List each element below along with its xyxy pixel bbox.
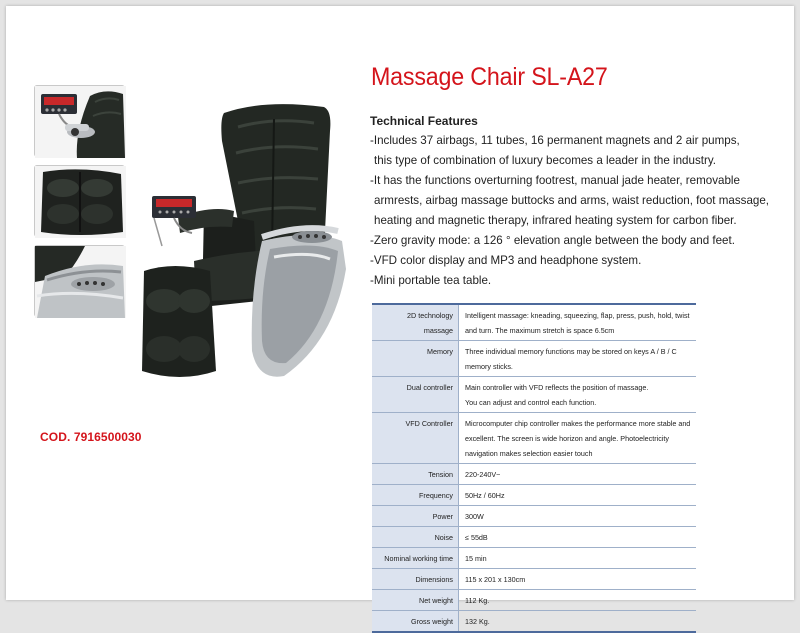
spec-value-line: 50Hz / 60Hz	[465, 491, 505, 500]
massage-chair-image	[134, 101, 348, 391]
feature-line: -Mini portable tea table.	[370, 274, 492, 287]
thumbnail-footrest[interactable]	[34, 165, 125, 237]
specifications-table	[372, 303, 696, 633]
spec-key-line: Tension	[428, 470, 453, 479]
spec-row	[372, 589, 696, 610]
spec-row	[372, 376, 696, 412]
spec-key	[372, 464, 459, 484]
feature-line: heating and magnetic therapy, infrared heating system for carbon fiber.	[374, 214, 737, 227]
spec-row	[372, 305, 696, 340]
spec-key-line: Dimensions	[415, 575, 453, 584]
spec-value	[459, 506, 696, 526]
feature-line: armrests, airbag massage buttocks and arms, waist reduction, foot massage,	[374, 194, 770, 207]
spec-value-line: Microcomputer chip controller makes the performance more stable and	[465, 419, 691, 428]
feature-line: -Includes 37 airbags, 11 tubes, 16 permanent magnets and 2 air pumps,	[370, 134, 740, 147]
spec-key-line: Nominal working time	[384, 554, 453, 563]
spec-key-line: Gross weight	[411, 617, 453, 626]
spec-key	[372, 341, 459, 376]
spec-value-line: Three individual memory functions may be stored on keys A / B / C	[465, 347, 677, 356]
spec-value	[459, 527, 696, 547]
spec-value	[459, 548, 696, 568]
product-title: Massage Chair SL-A27	[371, 63, 608, 91]
spec-key-line: VFD Controller	[405, 419, 453, 428]
spec-value-line: memory sticks.	[465, 362, 513, 371]
spec-key	[372, 548, 459, 568]
armrest-image	[35, 246, 126, 318]
features-heading: Technical Features	[370, 114, 478, 128]
spec-row	[372, 547, 696, 568]
thumbnail-armrest[interactable]	[34, 245, 125, 317]
footrest-image	[35, 166, 126, 238]
spec-key-line: Power	[432, 512, 453, 521]
spec-key-line: Noise	[434, 533, 453, 542]
spec-value-line: You can adjust and control each function.	[465, 398, 597, 407]
spec-value	[459, 611, 696, 631]
spec-row	[372, 526, 696, 547]
spec-value	[459, 569, 696, 589]
spec-value-line: Main controller with VFD reflects the position of massage.	[465, 383, 649, 392]
spec-key-line: 2D technology	[407, 311, 453, 320]
spec-key-line: Memory	[427, 347, 453, 356]
spec-value-line: 115 x 201 x 130cm	[465, 575, 526, 584]
spec-row	[372, 340, 696, 376]
spec-value-line: and turn. The maximum stretch is space 6.5cm	[465, 326, 615, 335]
spec-value	[459, 485, 696, 505]
feature-line: -Zero gravity mode: a 126 ° elevation angle between the body and feet.	[370, 234, 735, 247]
feature-line: -VFD color display and MP3 and headphone system.	[370, 254, 642, 267]
spec-key-line: Net weight	[419, 596, 453, 605]
spec-key	[372, 590, 459, 610]
spec-value-line: 300W	[465, 512, 484, 521]
spec-key-line: Frequency	[419, 491, 453, 500]
spec-value-line: 112 Kg.	[465, 596, 490, 605]
spec-value-line: Intelligent massage: kneading, squeezing, flap, press, push, hold, twist	[465, 311, 690, 320]
spec-key	[372, 527, 459, 547]
spec-key	[372, 305, 459, 340]
spec-row	[372, 412, 696, 463]
controller-image	[35, 86, 126, 158]
spec-value	[459, 377, 696, 412]
spec-row	[372, 610, 696, 631]
spec-key	[372, 413, 459, 463]
thumbnail-controller[interactable]	[34, 85, 125, 157]
spec-key	[372, 485, 459, 505]
spec-value	[459, 413, 696, 463]
spec-key-line: massage	[423, 326, 453, 335]
product-sheet	[6, 6, 794, 626]
feature-line: this type of combination of luxury becomes a leader in the industry.	[374, 154, 716, 167]
spec-value	[459, 341, 696, 376]
spec-row	[372, 484, 696, 505]
spec-value-line: 132 Kg.	[465, 617, 490, 626]
spec-key	[372, 611, 459, 631]
spec-key	[372, 506, 459, 526]
spec-value	[459, 590, 696, 610]
spec-row	[372, 568, 696, 589]
feature-line: -It has the functions overturning footrest, manual jade heater, removable	[370, 174, 740, 187]
spec-value-line: excellent. The screen is wide horizon and angle. Photoelectricity	[465, 434, 670, 443]
spec-value-line: 15 min	[465, 554, 487, 563]
spec-key	[372, 569, 459, 589]
technical-features	[370, 114, 770, 291]
spec-value-line: navigation makes selection easier touch	[465, 449, 593, 458]
spec-value	[459, 305, 696, 340]
spec-key-line: Dual controller	[406, 383, 453, 392]
spec-key	[372, 377, 459, 412]
spec-value-line: ≤ 55dB	[465, 533, 488, 542]
product-code: COD. 7916500030	[40, 430, 142, 444]
spec-value-line: 220-240V~	[465, 470, 501, 479]
spec-row	[372, 505, 696, 526]
spec-row	[372, 463, 696, 484]
spec-value	[459, 464, 696, 484]
